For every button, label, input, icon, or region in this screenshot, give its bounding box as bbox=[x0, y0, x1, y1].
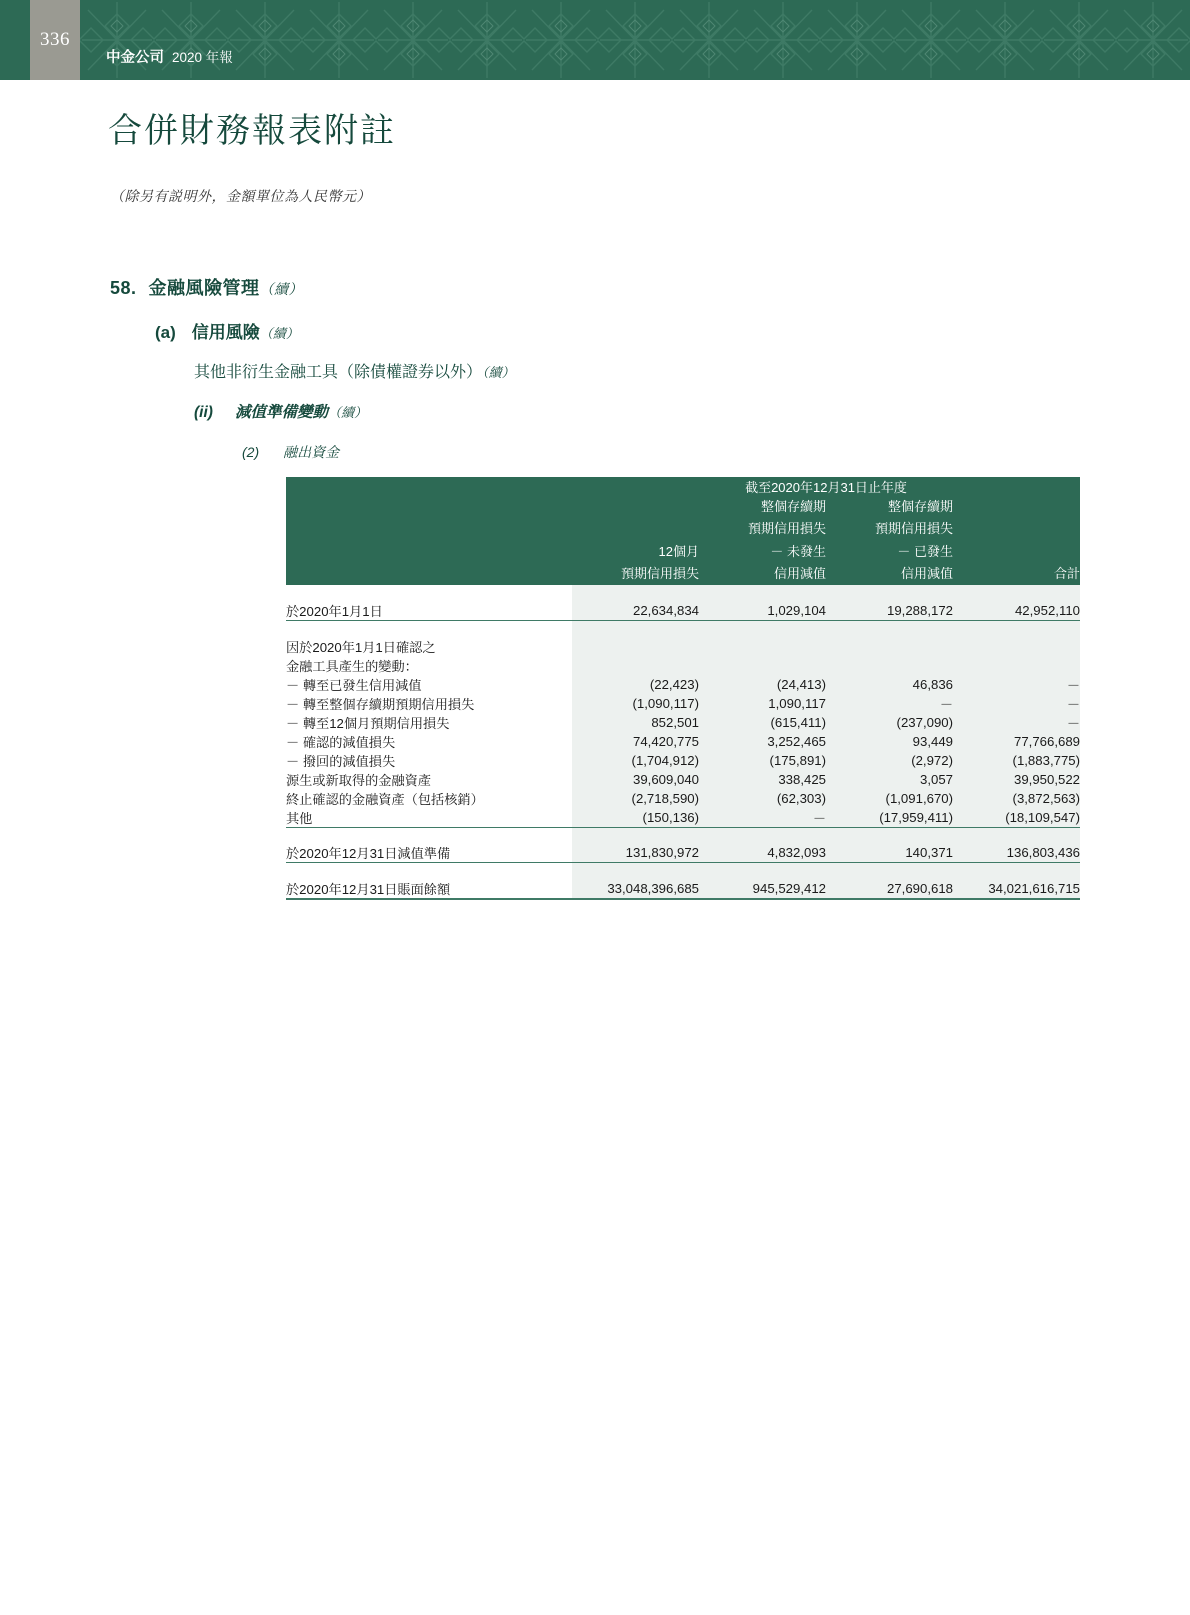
subsection-heading-ii bbox=[194, 400, 367, 422]
col-ltnci-line2: 預期信用損失 bbox=[747, 521, 826, 537]
row-value-total: － bbox=[953, 713, 1080, 732]
header-decorative-pattern bbox=[80, 0, 1190, 80]
column-header-lifetime-credit-impaired bbox=[826, 496, 953, 585]
header-company-name: 中金公司 bbox=[106, 50, 164, 66]
row-value-ltci: 3,057 bbox=[826, 770, 953, 789]
row-value-ltci: 46,836 bbox=[826, 675, 953, 694]
spacer-cell bbox=[826, 827, 953, 843]
page-number-tab bbox=[30, 0, 80, 80]
col-ltci-line3: － 已發生 bbox=[897, 543, 953, 559]
row-label: 於2020年12月31日減值準備 bbox=[286, 843, 572, 863]
table-row bbox=[286, 656, 1080, 675]
row-value-total: (3,872,563) bbox=[953, 789, 1080, 808]
other-instruments-title: 其他非衍生金融工具（除債權證券以外） bbox=[194, 364, 483, 381]
page-number: 336 bbox=[40, 29, 70, 50]
spacer-cell bbox=[572, 863, 699, 879]
row-value-total: － bbox=[953, 694, 1080, 713]
row-value-12m: 22,634,834 bbox=[572, 601, 699, 621]
row-value-total: － bbox=[953, 675, 1080, 694]
row-value-ltnci: (24,413) bbox=[699, 675, 826, 694]
row-value-12m: (2,718,590) bbox=[572, 789, 699, 808]
ii-title: 減值準備變動 bbox=[234, 404, 328, 421]
table-spacer bbox=[286, 621, 1080, 637]
row-label: 終止確認的金融資產（包括核銷） bbox=[286, 791, 484, 807]
table-row bbox=[286, 808, 1080, 828]
col-ltci-line2: 預期信用損失 bbox=[874, 521, 953, 537]
table-row bbox=[286, 732, 1080, 751]
row-value-ltnci: 4,832,093 bbox=[699, 843, 826, 863]
ii-label: (ii) bbox=[194, 404, 213, 421]
col-ltnci-line1: 整個存續期 bbox=[760, 499, 826, 514]
row-value-12m: (22,423) bbox=[572, 675, 699, 694]
row-value-ltnci: (175,891) bbox=[699, 751, 826, 770]
table-period-header-row bbox=[286, 477, 1080, 496]
row-value-ltci: － bbox=[826, 694, 953, 713]
row-value-12m: 131,830,972 bbox=[572, 843, 699, 863]
table-row bbox=[286, 770, 1080, 789]
ii-continued: （續） bbox=[327, 405, 367, 420]
item-label: (2) bbox=[242, 444, 260, 460]
spacer-cell bbox=[699, 863, 826, 879]
row-value-ltci: 140,371 bbox=[826, 843, 953, 863]
row-value-ltnci bbox=[699, 656, 826, 675]
row-label: 金融工具產生的變動： bbox=[286, 658, 418, 674]
row-value-12m: (1,090,117) bbox=[572, 694, 699, 713]
spacer-cell bbox=[699, 827, 826, 843]
row-value-total: (1,883,775) bbox=[953, 751, 1080, 770]
impairment-movement-table-wrapper bbox=[286, 477, 1080, 900]
spacer-cell bbox=[699, 621, 826, 637]
row-value-12m bbox=[572, 656, 699, 675]
column-header-lifetime-not-credit-impaired bbox=[699, 496, 826, 585]
header-title bbox=[106, 46, 233, 67]
row-value-ltnci: 3,252,465 bbox=[699, 732, 826, 751]
item-title: 融出資金 bbox=[283, 444, 340, 460]
row-value-ltci: 93,449 bbox=[826, 732, 953, 751]
col-ltci-line4: 信用減值 bbox=[900, 566, 953, 582]
row-value-ltnci bbox=[699, 637, 826, 656]
row-value-ltci: (17,959,411) bbox=[826, 808, 953, 828]
col-12m-line1: 12個月 bbox=[658, 543, 699, 559]
subsection-title: 信用風險 bbox=[191, 323, 260, 342]
row-value-total: (18,109,547) bbox=[953, 808, 1080, 828]
table-row bbox=[286, 751, 1080, 770]
section-number: 58. bbox=[110, 278, 137, 298]
table-spacer bbox=[286, 827, 1080, 843]
table-row-total bbox=[286, 879, 1080, 899]
table-row bbox=[286, 601, 1080, 621]
row-label: 源生或新取得的金融資產 bbox=[286, 772, 432, 788]
table-row bbox=[286, 713, 1080, 732]
row-value-ltnci: 945,529,412 bbox=[699, 879, 826, 899]
spacer-cell bbox=[953, 585, 1080, 601]
row-value-ltnci: 1,090,117 bbox=[699, 694, 826, 713]
impairment-movement-table bbox=[286, 477, 1080, 900]
period-header-spacer bbox=[286, 477, 572, 496]
row-label: － 轉至12個月預期信用損失 bbox=[286, 715, 450, 731]
spacer-cell bbox=[953, 621, 1080, 637]
spacer-cell bbox=[572, 827, 699, 843]
col-total-line1: 合計 bbox=[1053, 566, 1080, 582]
spacer-cell bbox=[953, 827, 1080, 843]
row-value-ltci: 19,288,172 bbox=[826, 601, 953, 621]
col-12m-line2: 預期信用損失 bbox=[620, 566, 699, 582]
subsection-label: (a) bbox=[155, 323, 176, 342]
section-heading-58 bbox=[110, 274, 303, 300]
row-label: － 轉至已發生信用減值 bbox=[286, 677, 422, 693]
table-row bbox=[286, 789, 1080, 808]
spacer-cell bbox=[286, 621, 572, 637]
row-value-12m: 33,048,396,685 bbox=[572, 879, 699, 899]
table-spacer bbox=[286, 863, 1080, 879]
item-heading-2 bbox=[242, 442, 339, 462]
page-title: 合併財務報表附註 bbox=[108, 113, 396, 150]
spacer-cell bbox=[699, 585, 826, 601]
spacer-cell bbox=[826, 863, 953, 879]
row-value-ltci: 27,690,618 bbox=[826, 879, 953, 899]
table-row bbox=[286, 675, 1080, 694]
row-label: － 確認的減值損失 bbox=[286, 734, 396, 750]
spacer-cell bbox=[286, 863, 572, 879]
row-value-12m: 39,609,040 bbox=[572, 770, 699, 789]
row-label: － 轉至整個存續期預期信用損失 bbox=[286, 696, 475, 712]
row-value-ltnci: － bbox=[699, 808, 826, 828]
row-label: 於2020年12月31日賬面餘額 bbox=[286, 879, 572, 899]
row-label: 因於2020年1月1日確認之 bbox=[286, 639, 436, 655]
row-value-total bbox=[953, 656, 1080, 675]
row-value-total: 34,021,616,715 bbox=[953, 879, 1080, 899]
section-continued: （續） bbox=[259, 281, 304, 297]
row-value-ltnci: (62,303) bbox=[699, 789, 826, 808]
table-period-header: 截至2020年12月31日止年度 bbox=[572, 477, 1080, 496]
column-header-12m bbox=[572, 496, 699, 585]
row-value-12m: (150,136) bbox=[572, 808, 699, 828]
row-value-total: 39,950,522 bbox=[953, 770, 1080, 789]
page-subtitle: （除另有説明外，金額單位為人民幣元） bbox=[110, 188, 371, 204]
spacer-cell bbox=[826, 621, 953, 637]
column-header-label bbox=[286, 496, 572, 585]
row-value-ltci bbox=[826, 656, 953, 675]
row-value-ltnci: 1,029,104 bbox=[699, 601, 826, 621]
spacer-cell bbox=[572, 585, 699, 601]
subsection-continued: （續） bbox=[259, 326, 299, 341]
row-value-ltci: (1,091,670) bbox=[826, 789, 953, 808]
row-label: 於2020年1月1日 bbox=[286, 601, 572, 621]
row-value-ltnci: 338,425 bbox=[699, 770, 826, 789]
row-value-ltci bbox=[826, 637, 953, 656]
row-value-12m: (1,704,912) bbox=[572, 751, 699, 770]
col-ltnci-line4: 信用減值 bbox=[773, 566, 826, 582]
spacer-cell bbox=[572, 621, 699, 637]
page-header-band bbox=[0, 0, 1190, 80]
section-title: 金融風險管理 bbox=[148, 278, 260, 298]
row-value-12m: 852,501 bbox=[572, 713, 699, 732]
header-report-year: 2020 年報 bbox=[172, 50, 233, 65]
subsection-heading-a bbox=[155, 318, 299, 343]
spacer-cell bbox=[286, 585, 572, 601]
row-label: 其他 bbox=[286, 808, 572, 828]
other-instruments-continued: （續） bbox=[482, 365, 515, 380]
row-value-ltnci: (615,411) bbox=[699, 713, 826, 732]
row-label: － 撥回的減值損失 bbox=[286, 753, 396, 769]
table-spacer bbox=[286, 585, 1080, 601]
column-header-total bbox=[953, 496, 1080, 585]
table-row bbox=[286, 637, 1080, 656]
spacer-cell bbox=[953, 863, 1080, 879]
row-value-12m bbox=[572, 637, 699, 656]
row-value-total: 42,952,110 bbox=[953, 601, 1080, 621]
table-row-total bbox=[286, 843, 1080, 863]
col-ltnci-line3: － 未發生 bbox=[770, 543, 826, 559]
spacer-cell bbox=[826, 585, 953, 601]
table-row bbox=[286, 694, 1080, 713]
row-value-total: 77,766,689 bbox=[953, 732, 1080, 751]
row-value-12m: 74,420,775 bbox=[572, 732, 699, 751]
subsection-heading-other-instruments bbox=[194, 359, 515, 382]
row-value-total bbox=[953, 637, 1080, 656]
row-value-total: 136,803,436 bbox=[953, 843, 1080, 863]
col-ltci-line1: 整個存續期 bbox=[887, 499, 953, 514]
spacer-cell bbox=[286, 827, 572, 843]
row-value-ltci: (237,090) bbox=[826, 713, 953, 732]
table-column-header-row bbox=[286, 496, 1080, 585]
row-value-ltci: (2,972) bbox=[826, 751, 953, 770]
